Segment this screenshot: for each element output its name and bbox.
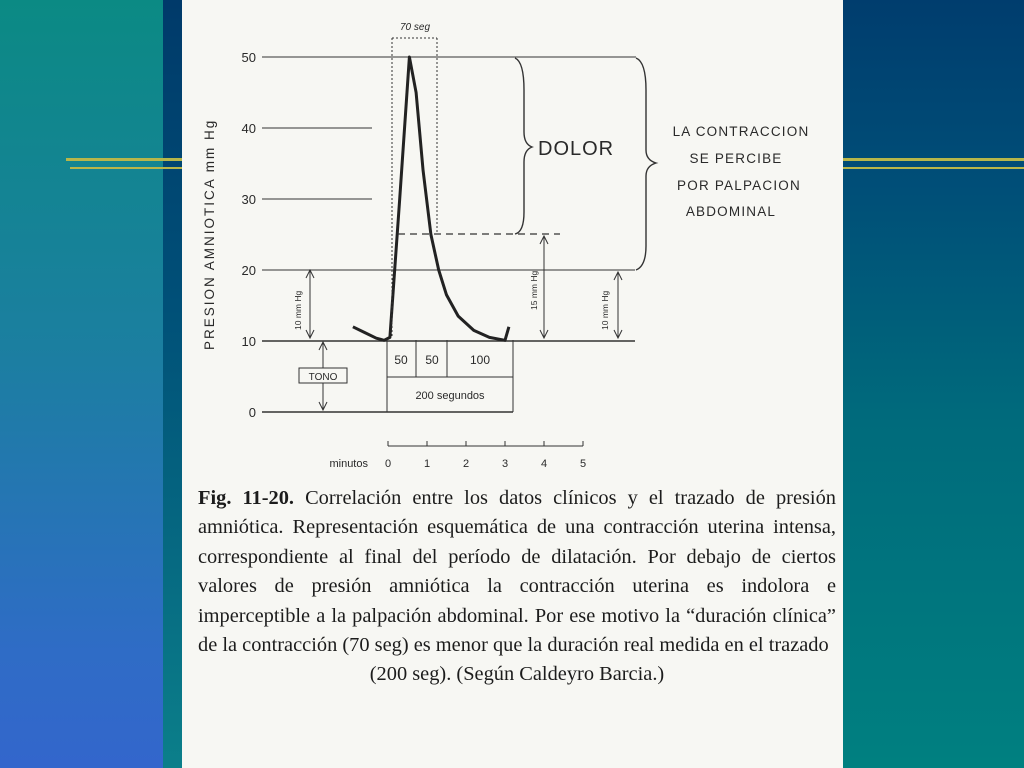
figure-label: Fig. 11-20. bbox=[198, 487, 295, 509]
x-tick-label: 0 bbox=[384, 458, 392, 470]
middle-intensity-label: 15 mm Hg bbox=[529, 270, 539, 310]
y-axis-label: PRESION AMNIOTICA mm Hg bbox=[202, 118, 217, 350]
y-tick-label: 20 bbox=[241, 263, 256, 278]
duration-70-label: 70 seg bbox=[399, 22, 431, 33]
left-intensity-arrow bbox=[293, 270, 314, 338]
pain-label: DOLOR bbox=[538, 138, 615, 160]
middle-intensity-arrow bbox=[529, 236, 548, 338]
x-tick-label: 3 bbox=[501, 458, 509, 470]
palpation-line-3: POR PALPACION bbox=[677, 178, 801, 193]
y-tick-label: 10 bbox=[241, 334, 256, 349]
segment-label-3: 100 bbox=[469, 353, 491, 367]
pain-brace bbox=[515, 58, 532, 234]
caption-last-line: (200 seg). (Según Caldeyro Barcia.) bbox=[369, 663, 665, 686]
tone-arrow bbox=[299, 342, 347, 410]
segment-label-2: 50 bbox=[425, 353, 439, 367]
tone-label: TONO bbox=[308, 372, 338, 383]
x-tick-label: 2 bbox=[462, 458, 470, 470]
caption-body: Correlación entre los datos clínicos y el trazado de presión amniótica. Representación esquemática de una contracción uterina intensa, correspondiente al final del período de dilatación. Por debajo de ciertos valores de presión amniótica la contracción uterina es indolora e imperceptible a la palpación abdominal. Por ese motivo la “duración clínica” de la contracción (70 seg) es menor que la duración real medida en el trazado bbox=[198, 487, 836, 657]
palpation-line-1: LA CONTRACCION bbox=[672, 124, 810, 139]
x-axis bbox=[329, 441, 586, 470]
y-tick-label: 50 bbox=[241, 50, 256, 65]
segment-label-1: 50 bbox=[394, 353, 408, 367]
palpation-line-2: SE PERCIBE bbox=[689, 151, 783, 166]
y-tick-labels bbox=[242, 50, 256, 420]
total-duration-label: 200 segundos bbox=[415, 390, 485, 402]
y-tick-label: 40 bbox=[241, 121, 256, 136]
palpation-text-block bbox=[673, 124, 810, 219]
x-tick-label: 5 bbox=[579, 458, 587, 470]
duration-70-bracket bbox=[392, 22, 437, 338]
y-tick-label: 30 bbox=[241, 192, 256, 207]
y-tick-label: 0 bbox=[248, 405, 256, 420]
x-axis-label: minutos bbox=[329, 458, 368, 470]
right-intensity-arrow bbox=[600, 272, 622, 338]
x-tick-label: 4 bbox=[540, 458, 548, 470]
x-tick-label: 1 bbox=[423, 458, 431, 470]
duration-segments-table bbox=[387, 340, 513, 412]
right-intensity-label: 10 mm Hg bbox=[600, 290, 610, 330]
palpation-brace bbox=[636, 58, 656, 270]
figure-caption bbox=[198, 484, 836, 690]
pressure-curve-line bbox=[353, 57, 509, 340]
left-intensity-label: 10 mm Hg bbox=[293, 290, 303, 330]
palpation-line-4: ABDOMINAL bbox=[685, 204, 777, 219]
